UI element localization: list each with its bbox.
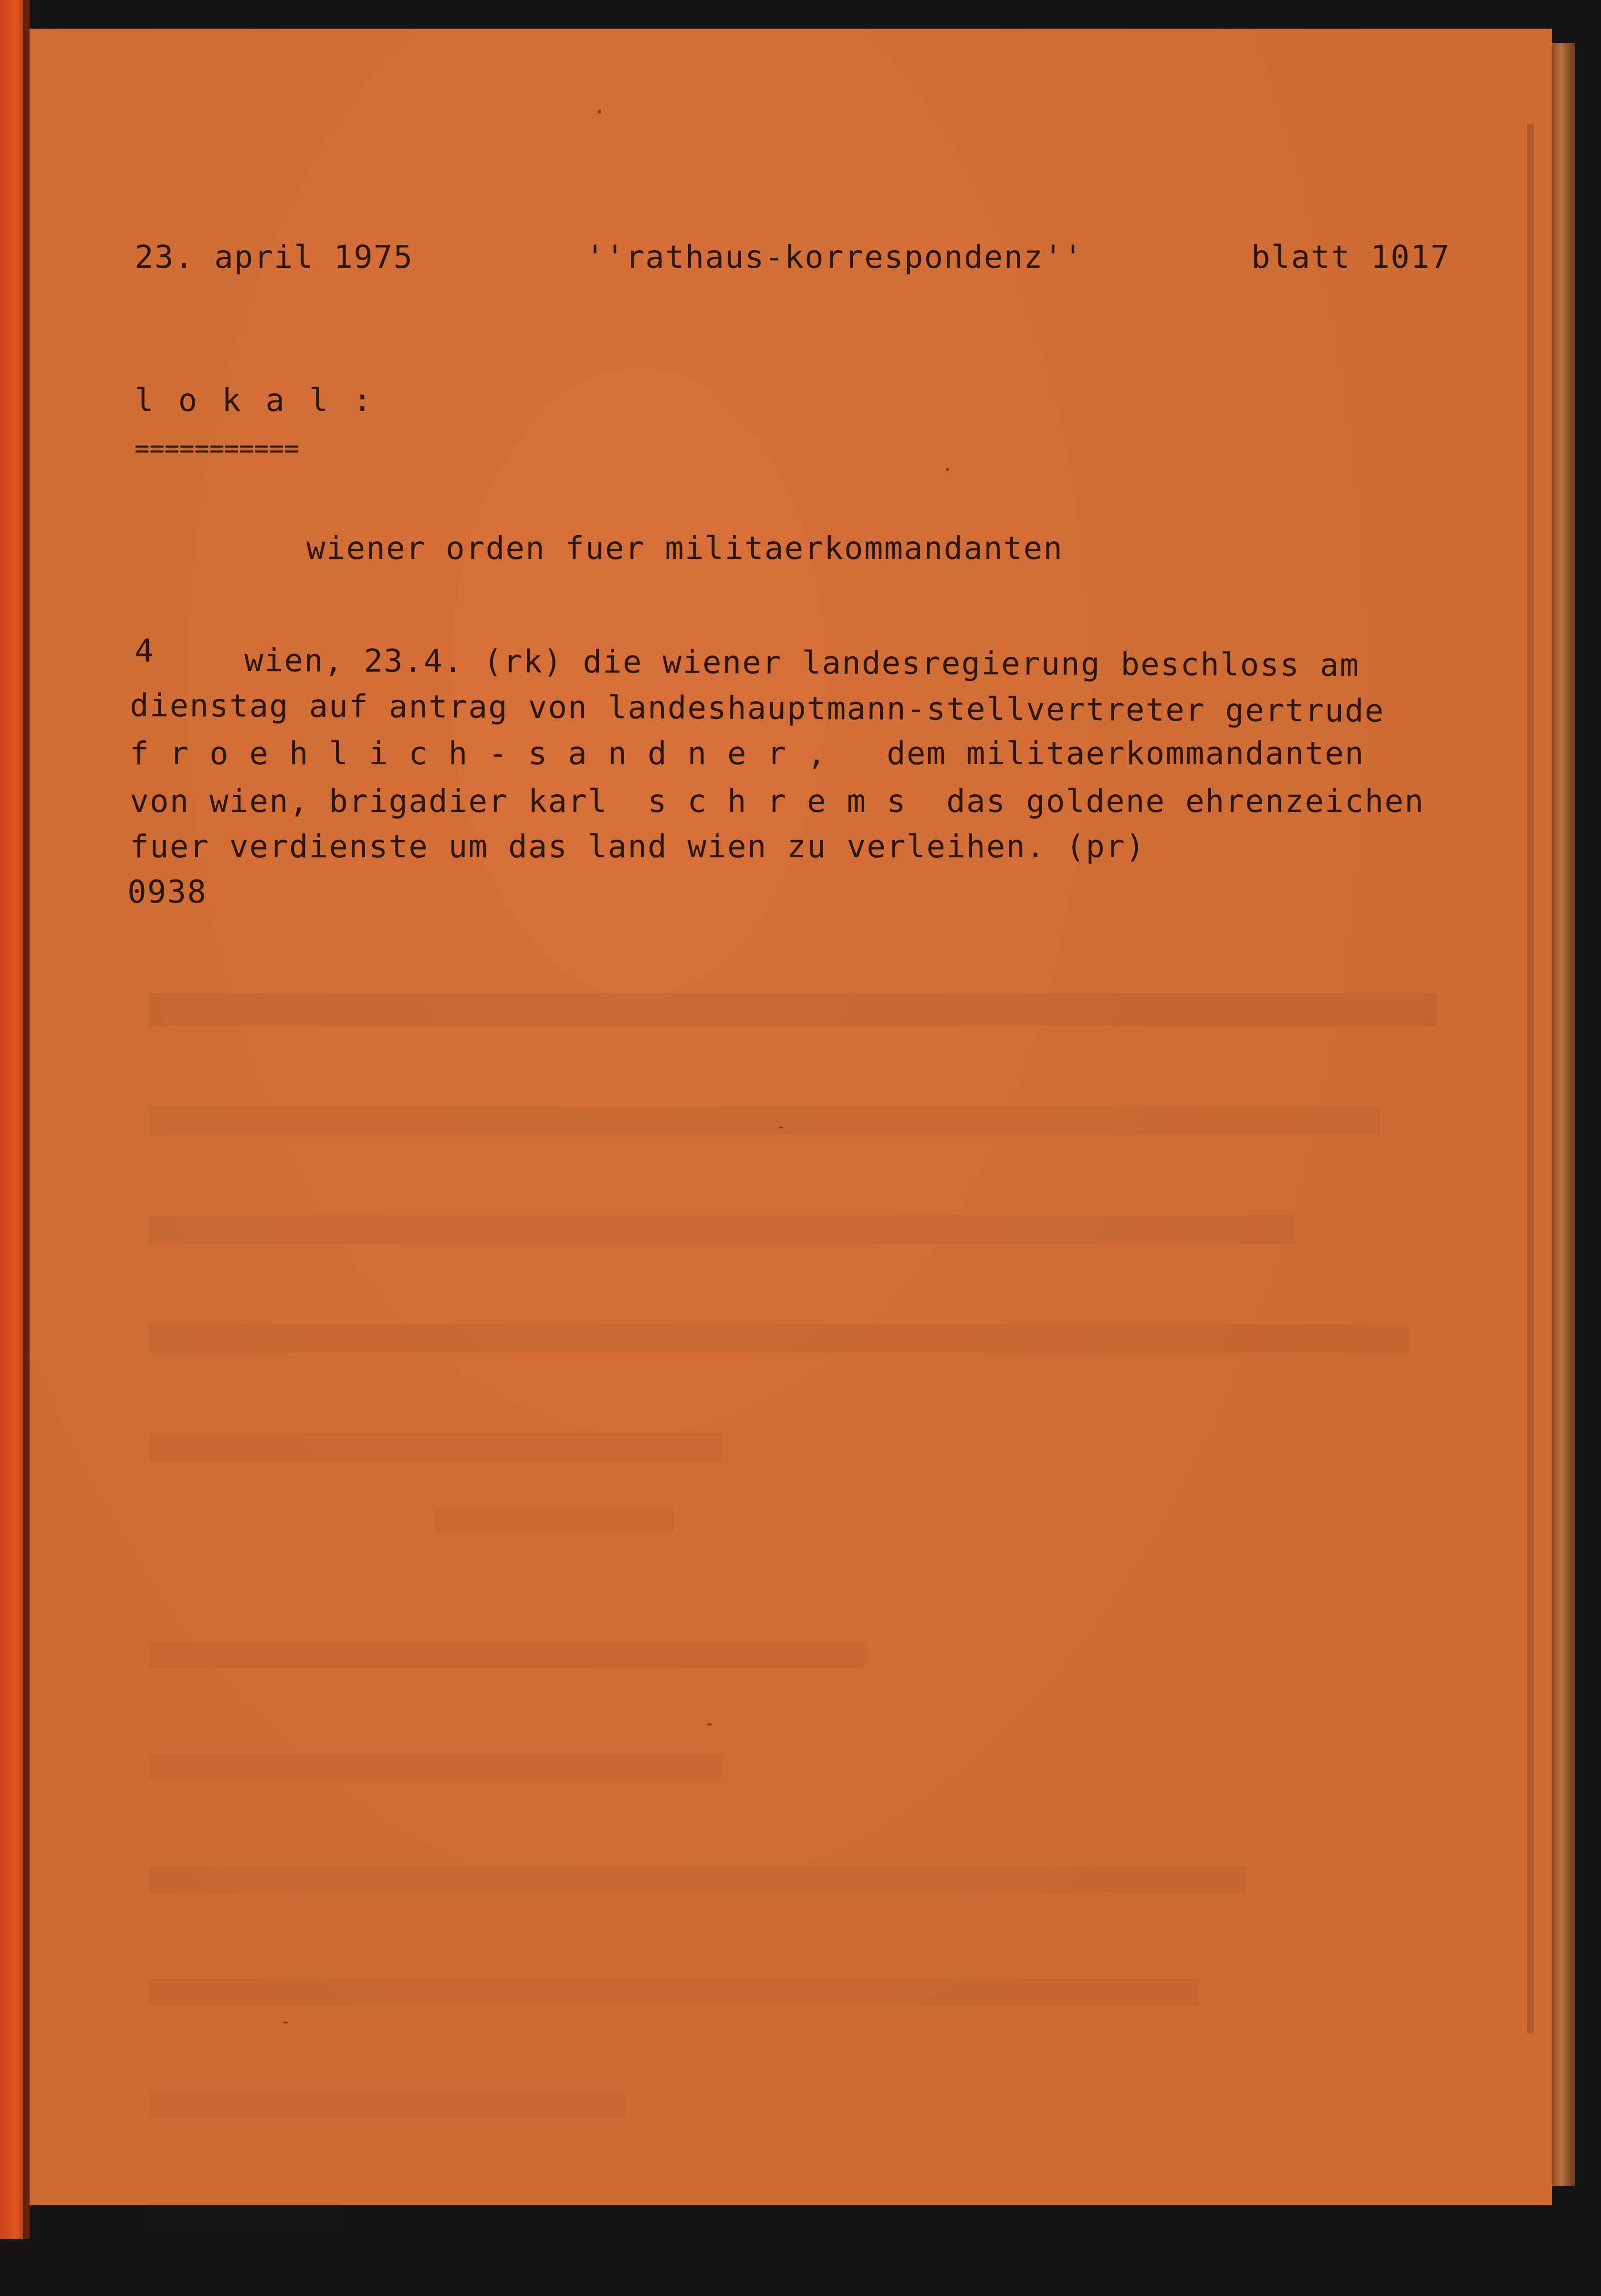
article-line-2: dienstag auf antrag von landeshauptmann-stellvertreter gertrude — [129, 687, 1385, 729]
article-number: 4 — [135, 632, 155, 669]
header-date: 23. april 1975 — [135, 239, 414, 275]
header-publication: ''rathaus-korrespondenz'' — [586, 239, 1084, 275]
section-label: l o k a l : — [135, 382, 375, 419]
article-headline: wiener orden fuer militaerkommandanten — [306, 530, 1063, 567]
article-time-code: 0938 — [127, 874, 207, 910]
bleed-through-block-1 — [149, 912, 1437, 1112]
ink-speck — [283, 2022, 288, 2023]
ink-speck — [946, 468, 949, 471]
ink-speck — [597, 110, 601, 114]
article-line-1: wien, 23.4. (rk) die wiener landesregierung beschloss am — [244, 642, 1360, 684]
ink-speck — [779, 1127, 783, 1128]
bleed-through-block-2 — [149, 1442, 1390, 1833]
article-line-5: fuer verdienste um das land wien zu verleihen. (pr) — [130, 828, 1146, 865]
document-page — [30, 29, 1552, 2205]
section-underline: =========== — [135, 434, 299, 463]
article-line-4: von wien, brigadier karl s c h r e m s das goldene ehrenzeichen — [130, 783, 1424, 820]
header-sheet-number: blatt 1017 — [1251, 239, 1451, 275]
article-line-3: f r o e h l i c h - s a n d n e r , dem militaerkommandanten — [130, 735, 1365, 772]
page-shadow-edge — [1527, 124, 1534, 2033]
ink-speck — [707, 1723, 712, 1726]
page-stack-edge — [1552, 43, 1575, 2186]
